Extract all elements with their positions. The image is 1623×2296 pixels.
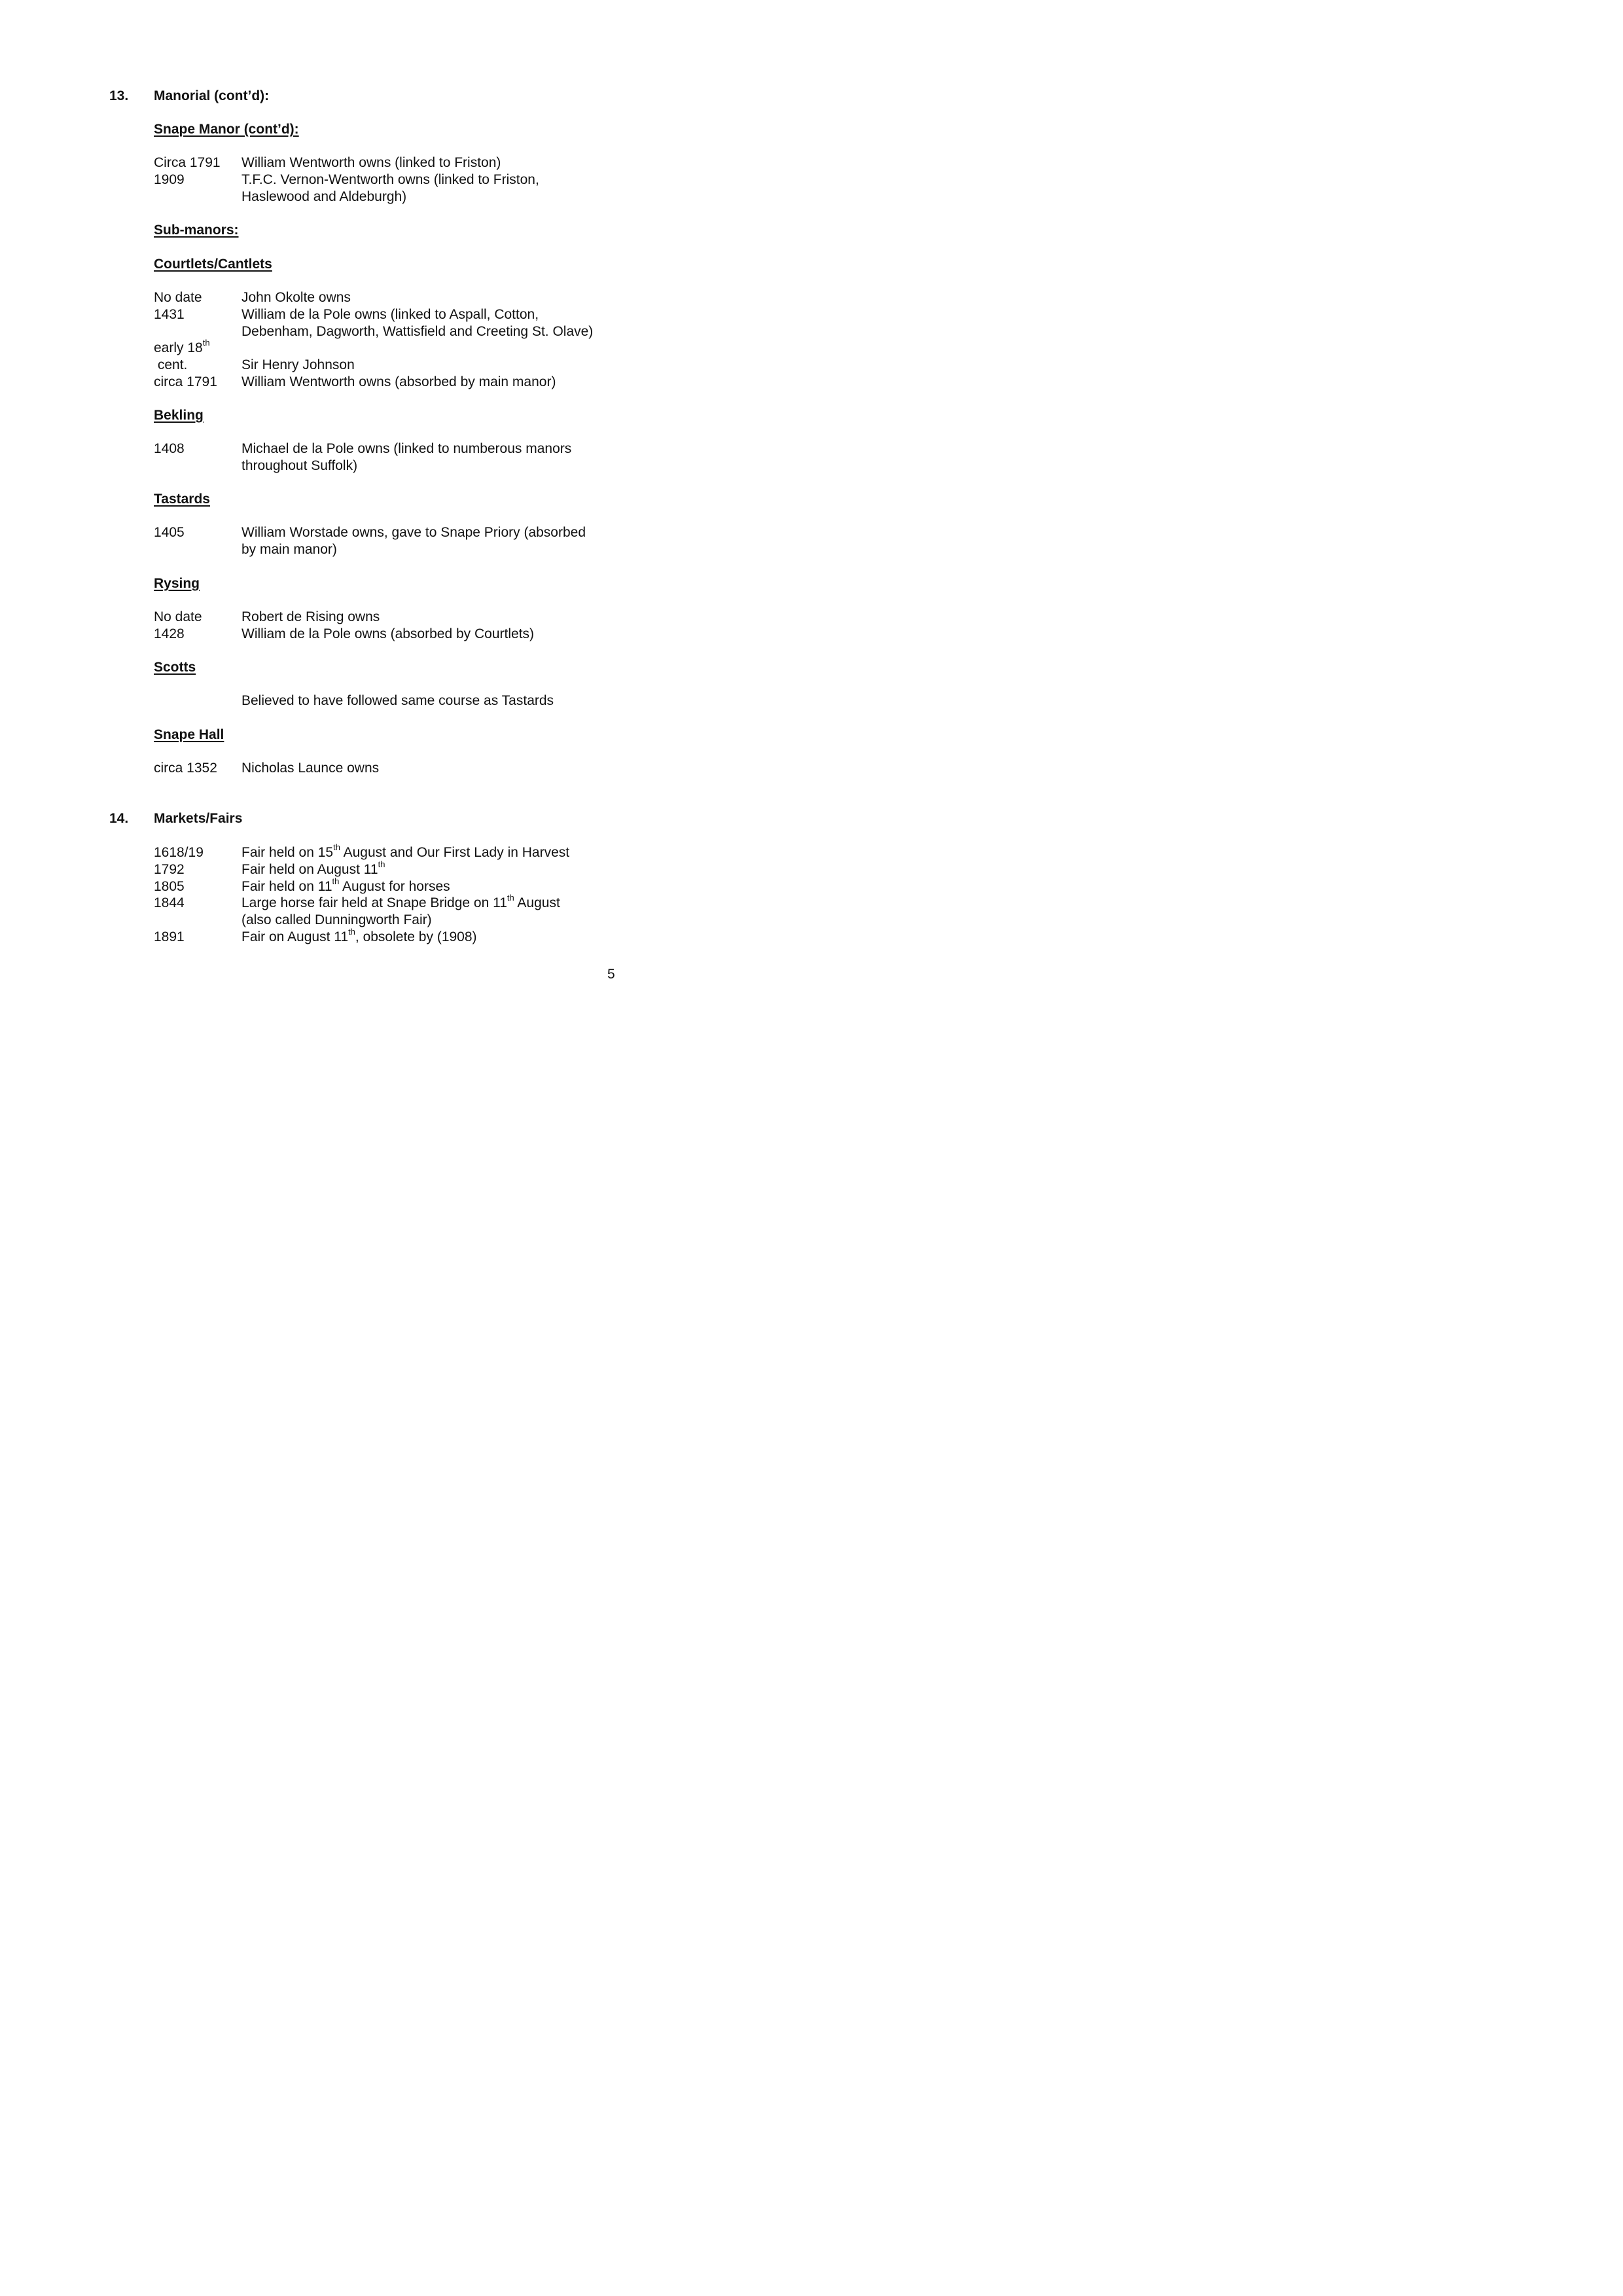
entry-date: 1844	[154, 895, 185, 910]
entry-text-continued: Haslewood and Aldeburgh)	[241, 189, 407, 204]
entry-text-continued: by main manor)	[241, 542, 337, 557]
entry-text: William de la Pole owns (absorbed by Courtlets)	[241, 626, 535, 641]
entry-date: 1408	[154, 441, 185, 456]
entry-text: Nicholas Launce owns	[241, 761, 380, 776]
entry-date: circa 1791	[154, 374, 217, 389]
entry-text: William de la Pole owns (linked to Aspall, Cotton,	[241, 307, 539, 322]
entry-date: 1405	[154, 525, 185, 540]
section-number-13: 13.	[109, 88, 129, 103]
entry-text: Sir Henry Johnson	[241, 357, 355, 372]
entry-date: No date	[154, 609, 202, 624]
entry-text: Fair held on 15th August and Our First Lady in Harvest	[241, 842, 570, 860]
subheading-rysing: Rysing	[154, 576, 200, 591]
superscript: th	[378, 859, 385, 869]
entry-date: No date	[154, 290, 202, 305]
section-number-14: 14.	[109, 811, 129, 826]
subheading-sub-manors: Sub-manors:	[154, 223, 239, 238]
superscript: th	[332, 876, 340, 886]
section-heading-manorial: Manorial (cont’d):	[154, 88, 270, 103]
page-number: 5	[607, 967, 615, 982]
entry-text: William Wentworth owns (absorbed by main manor)	[241, 374, 556, 389]
section-heading-markets-fairs: Markets/Fairs	[154, 811, 243, 826]
superscript: th	[202, 338, 210, 348]
entry-date: 1428	[154, 626, 185, 641]
entry-text: Believed to have followed same course as Tastards	[241, 693, 554, 708]
superscript: th	[333, 842, 340, 852]
entry-date: 1618/19	[154, 845, 204, 860]
entry-date: early 18th	[154, 338, 210, 355]
superscript: th	[348, 927, 355, 937]
entry-date: circa 1352	[154, 761, 217, 776]
entry-text: T.F.C. Vernon-Wentworth owns (linked to Friston,	[241, 172, 539, 187]
entry-text: John Okolte owns	[241, 290, 351, 305]
entry-text: Large horse fair held at Snape Bridge on 11th August	[241, 893, 560, 910]
entry-text-continued: Debenham, Dagworth, Wattisfield and Creeting St. Olave)	[241, 324, 594, 339]
subheading-tastards: Tastards	[154, 492, 210, 507]
subheading-bekling: Bekling	[154, 408, 204, 423]
entry-date-continued: cent.	[154, 357, 188, 372]
entry-date: 1805	[154, 879, 185, 894]
entry-text-continued: (also called Dunningworth Fair)	[241, 912, 432, 927]
entry-date: 1431	[154, 307, 185, 322]
superscript: th	[507, 893, 514, 903]
entry-text: William Wentworth owns (linked to Friston)	[241, 155, 501, 170]
entry-date: 1909	[154, 172, 185, 187]
entry-date: Circa 1791	[154, 155, 221, 170]
subheading-scotts: Scotts	[154, 660, 196, 675]
entry-text: Michael de la Pole owns (linked to numberous manors	[241, 441, 572, 456]
subheading-snape-hall: Snape Hall	[154, 727, 224, 742]
entry-text: Robert de Rising owns	[241, 609, 380, 624]
subheading-snape-manor: Snape Manor (cont’d):	[154, 122, 299, 137]
entry-text: Fair held on 11th August for horses	[241, 876, 450, 894]
entry-date: 1891	[154, 929, 185, 944]
entry-text: Fair on August 11th, obsolete by (1908)	[241, 927, 477, 944]
entry-text: William Worstade owns, gave to Snape Priory (absorbed	[241, 525, 586, 540]
subheading-courtlets: Courtlets/Cantlets	[154, 257, 272, 272]
entry-text-continued: throughout Suffolk)	[241, 458, 358, 473]
entry-text: Fair held on August 11th	[241, 859, 385, 877]
entry-date: 1792	[154, 862, 185, 877]
